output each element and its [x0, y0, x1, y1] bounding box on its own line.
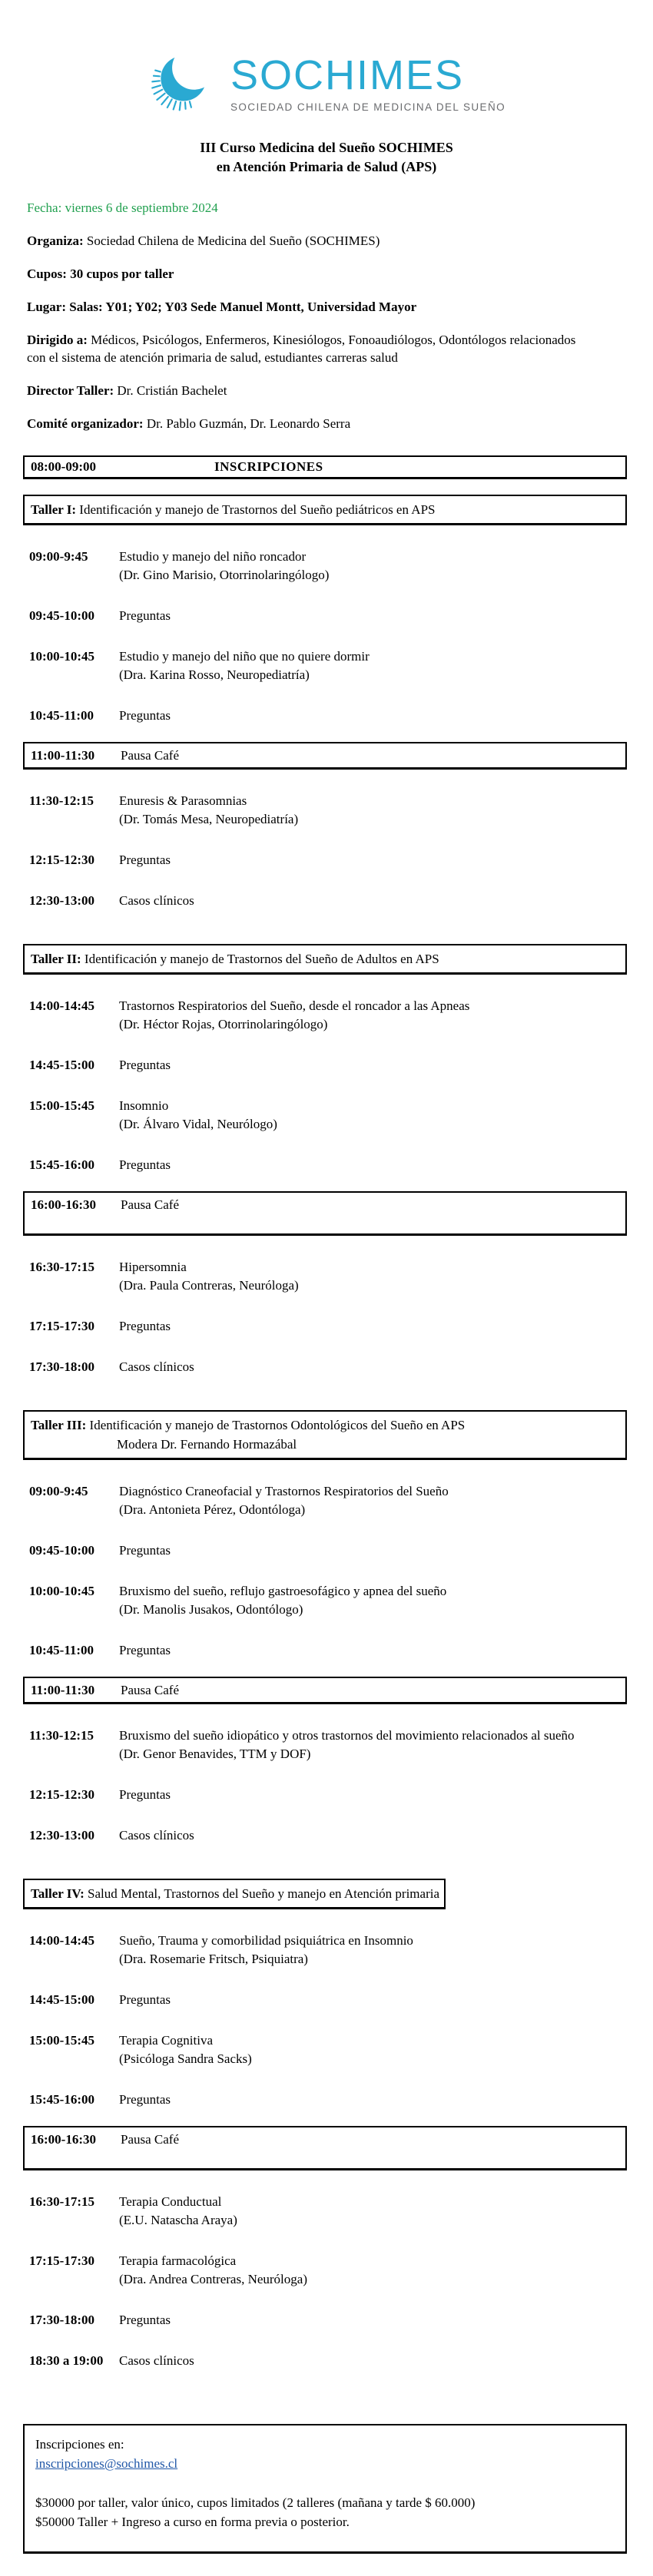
registration-line: Inscripciones en: — [35, 2437, 124, 2452]
session-body — [119, 1482, 630, 1519]
info-label: Dirigido a: — [27, 333, 88, 347]
session-speaker: (Dra. Karina Rosso, Neuropediatría) — [119, 667, 310, 682]
schedule — [0, 455, 653, 2370]
coffee-break-label: Pausa Café — [121, 1682, 180, 1697]
session-speaker: (Dr. Álvaro Vidal, Neurólogo) — [119, 1117, 277, 1131]
registration-email-link[interactable]: inscripciones@sochimes.cl — [35, 2456, 178, 2471]
session-body — [119, 1541, 630, 1560]
session-time: 09:45-10:00 — [29, 608, 94, 623]
session-body — [119, 1991, 630, 2009]
coffee-break-row — [23, 2126, 627, 2170]
session-row — [29, 1258, 630, 1295]
info-text: Dr. Pablo Guzmán, Dr. Leonardo Serra — [143, 416, 351, 431]
coffee-break-time: 16:00-16:30 — [31, 2132, 96, 2147]
session-row — [29, 1358, 630, 1376]
session-body — [119, 851, 630, 869]
session-body — [119, 1358, 630, 1376]
taller-heading-line1 — [31, 1884, 439, 1903]
session-time: 17:30-18:00 — [29, 2313, 94, 2327]
session-speaker: (Dr. Gino Marisio, Otorrinolaringólogo) — [119, 568, 330, 582]
session-row — [29, 2031, 630, 2068]
info-text: Médicos, Psicólogos, Enfermeros, Kinesiólogos, Fonoaudiólogos, Odontólogos relacionados con el sistema de atención primaria de salud, estudiantes carreras salud — [27, 333, 576, 365]
session-row — [29, 851, 630, 869]
session-topic: Preguntas — [119, 1058, 171, 1072]
session-speaker: (Dra. Paula Contreras, Neuróloga) — [119, 1278, 299, 1293]
session-time: 14:45-15:00 — [29, 1058, 94, 1072]
session-body — [119, 1727, 630, 1763]
session-body — [119, 2091, 630, 2109]
price-line-1: $30000 por taller, valor único, cupos limitados (2 talleres (mañana y tarde $ 60.000) — [35, 2495, 476, 2510]
taller-heading-line1 — [31, 500, 619, 519]
session-body — [119, 792, 630, 829]
session-time: 14:00-14:45 — [29, 1933, 94, 1948]
session-topic: Preguntas — [119, 1787, 171, 1802]
taller-heading — [23, 1410, 627, 1460]
info-label: Organiza: — [27, 233, 84, 248]
session-time: 15:00-15:45 — [29, 2033, 94, 2048]
session-body — [119, 707, 630, 725]
session-row — [29, 1991, 630, 2009]
session-speaker: (Psicóloga Sandra Sacks) — [119, 2051, 252, 2066]
session-row — [29, 647, 630, 684]
taller-heading-line1 — [31, 1415, 619, 1435]
inscriptions-banner — [23, 455, 627, 479]
coffee-break-time: 11:00-11:30 — [31, 747, 95, 763]
session-row — [29, 707, 630, 725]
coffee-break-label: Pausa Café — [121, 747, 180, 763]
session-topic: Preguntas — [119, 1643, 171, 1657]
brand-tagline: SOCIEDAD CHILENA DE MEDICINA DEL SUEÑO — [230, 101, 506, 113]
info-label: Lugar: Salas: Y01; Y02; Y03 Sede Manuel Montt, Universidad Mayor — [27, 300, 417, 314]
session-time: 12:15-12:30 — [29, 853, 94, 867]
session-row — [29, 607, 630, 625]
session-row — [29, 1056, 630, 1074]
session-time: 12:30-13:00 — [29, 1828, 94, 1843]
course-title — [0, 138, 653, 177]
info-label: Cupos: 30 cupos por taller — [27, 267, 174, 281]
session-speaker: (Dr. Genor Benavides, TTM y DOF) — [119, 1747, 311, 1761]
session-topic: Estudio y manejo del niño roncador — [119, 549, 307, 564]
session-row — [29, 892, 630, 910]
coffee-break-time: 11:00-11:30 — [31, 1682, 95, 1697]
taller-heading — [23, 1879, 446, 1909]
session-time: 16:30-17:15 — [29, 1260, 94, 1274]
session-body — [119, 2031, 630, 2068]
session-topic: Terapia farmacológica — [119, 2253, 237, 2268]
session-time: 10:00-10:45 — [29, 649, 94, 664]
session-row — [29, 792, 630, 829]
session-topic: Preguntas — [119, 2092, 171, 2107]
info-label: Comité organizador: — [27, 416, 144, 431]
session-speaker: (Dr. Héctor Rojas, Otorrinolaringólogo) — [119, 1017, 328, 1031]
session-topic: Bruxismo del sueño idiopático y otros trastornos del movimiento relacionados al sueño — [119, 1728, 575, 1743]
session-body — [119, 2352, 630, 2370]
session-row — [29, 1317, 630, 1336]
info-row — [27, 382, 592, 399]
session-row — [29, 2252, 630, 2289]
course-title-line2: en Atención Primaria de Salud (APS) — [216, 159, 437, 174]
session-body — [119, 1786, 630, 1804]
session-time: 09:45-10:00 — [29, 1543, 94, 1558]
session-topic: Casos clínicos — [119, 893, 194, 908]
session-topic: Casos clínicos — [119, 1359, 194, 1374]
session-body — [119, 1258, 630, 1295]
coffee-break-label: Pausa Café — [121, 2132, 180, 2147]
session-topic: Preguntas — [119, 2313, 171, 2327]
session-time: 11:30-12:15 — [29, 793, 94, 808]
session-time: 17:30-18:00 — [29, 1359, 94, 1374]
price-line-2: $50000 Taller + Ingreso a curso en forma previa o posterior. — [35, 2515, 350, 2529]
session-topic: Preguntas — [119, 1992, 171, 2007]
session-row — [29, 1156, 630, 1174]
session-topic: Terapia Conductual — [119, 2194, 222, 2209]
info-text: Sociedad Chilena de Medicina del Sueño (SOCHIMES) — [83, 233, 380, 248]
session-time: 12:30-13:00 — [29, 893, 94, 908]
session-row — [29, 2311, 630, 2329]
session-row — [29, 2352, 630, 2370]
taller-label: Taller II: — [31, 952, 81, 966]
taller-label: Taller I: — [31, 502, 77, 517]
info-row — [27, 415, 592, 432]
session-row — [29, 2091, 630, 2109]
coffee-break-row — [23, 1677, 627, 1704]
session-time: 14:45-15:00 — [29, 1992, 94, 2007]
taller-label: Taller III: — [31, 1418, 87, 1432]
session-speaker: (Dr. Tomás Mesa, Neuropediatría) — [119, 812, 299, 826]
session-row — [29, 1541, 630, 1560]
session-time: 15:45-16:00 — [29, 1157, 94, 1172]
session-body — [119, 607, 630, 625]
coffee-break-row — [23, 742, 627, 770]
session-time: 10:00-10:45 — [29, 1584, 94, 1598]
taller-heading — [23, 495, 627, 525]
session-topic: Preguntas — [119, 1319, 171, 1333]
session-body — [119, 647, 630, 684]
session-topic: Preguntas — [119, 1157, 171, 1172]
session-row — [29, 1786, 630, 1804]
info-text: Dr. Cristián Bachelet — [114, 383, 227, 398]
session-body — [119, 2193, 630, 2230]
info-rows — [27, 232, 630, 432]
session-topic: Terapia Cognitiva — [119, 2033, 214, 2048]
session-time: 17:15-17:30 — [29, 1319, 94, 1333]
session-body — [119, 2252, 630, 2289]
session-body — [119, 1582, 630, 1619]
logo-text — [230, 52, 506, 113]
session-time: 10:45-11:00 — [29, 1643, 94, 1657]
session-speaker: (Dra. Antonieta Pérez, Odontóloga) — [119, 1502, 306, 1517]
session-topic: Preguntas — [119, 708, 171, 723]
info-row — [27, 331, 592, 366]
session-speaker: (Dr. Manolis Jusakos, Odontólogo) — [119, 1602, 303, 1617]
session-body — [119, 548, 630, 584]
session-row — [29, 548, 630, 584]
sochimes-logo — [0, 41, 653, 126]
coffee-break-time: 16:00-16:30 — [31, 1197, 96, 1212]
info-label: Director Taller: — [27, 383, 114, 398]
session-time: 11:30-12:15 — [29, 1728, 94, 1743]
taller-heading — [23, 944, 627, 975]
session-topic: Casos clínicos — [119, 1828, 194, 1843]
brand-name: SOCHIMES — [230, 52, 465, 98]
session-topic: Enuresis & Parasomnias — [119, 793, 247, 808]
session-row — [29, 1727, 630, 1763]
registration-box — [23, 2424, 627, 2554]
taller-label: Taller IV: — [31, 1886, 85, 1901]
session-body — [119, 1641, 630, 1660]
session-topic: Casos clínicos — [119, 2353, 194, 2368]
session-time: 15:45-16:00 — [29, 2092, 94, 2107]
session-time: 14:00-14:45 — [29, 998, 94, 1013]
course-title-line1: III Curso Medicina del Sueño SOCHIMES — [200, 140, 453, 155]
taller-moderator: Modera Dr. Fernando Hormazábal — [117, 1437, 297, 1452]
coffee-break-row — [23, 1191, 627, 1236]
session-row — [29, 1826, 630, 1845]
session-body — [119, 892, 630, 910]
coffee-break-label: Pausa Café — [121, 1197, 180, 1212]
taller-title: Identificación y manejo de Trastornos Odontológicos del Sueño en APS — [86, 1418, 466, 1432]
taller-title: Salud Mental, Trastornos del Sueño y manejo en Atención primaria — [84, 1886, 440, 1901]
banner-time: 08:00-09:00 — [31, 459, 96, 474]
session-topic: Trastornos Respiratorios del Sueño, desde el roncador a las Apneas — [119, 998, 470, 1013]
session-topic: Hipersomnia — [119, 1260, 187, 1274]
session-time: 16:30-17:15 — [29, 2194, 94, 2209]
session-body — [119, 1156, 630, 1174]
session-topic: Sueño, Trauma y comorbilidad psiquiátrica en Insomnio — [119, 1933, 413, 1948]
session-row — [29, 1097, 630, 1134]
session-topic: Estudio y manejo del niño que no quiere dormir — [119, 649, 370, 664]
session-time: 18:30 a 19:00 — [29, 2353, 104, 2368]
session-topic: Preguntas — [119, 608, 171, 623]
session-body — [119, 1317, 630, 1336]
session-topic: Preguntas — [119, 853, 171, 867]
session-body — [119, 1056, 630, 1074]
session-body — [119, 1097, 630, 1134]
taller-title: Identificación y manejo de Trastornos del Sueño pediátricos en APS — [76, 502, 436, 517]
banner-label: INSCRIPCIONES — [214, 459, 323, 474]
session-time: 12:15-12:30 — [29, 1787, 94, 1802]
session-time: 09:00-9:45 — [29, 549, 88, 564]
session-topic: Insomnio — [119, 1098, 169, 1113]
session-topic: Preguntas — [119, 1543, 171, 1558]
info-row — [27, 265, 592, 283]
session-topic: Diagnóstico Craneofacial y Trastornos Respiratorios del Sueño — [119, 1484, 449, 1498]
session-body — [119, 2311, 630, 2329]
session-row — [29, 1641, 630, 1660]
taller-heading-line1 — [31, 949, 619, 968]
crescent-moon-with-lashes-icon — [148, 41, 227, 126]
session-time: 10:45-11:00 — [29, 708, 94, 723]
session-body — [119, 1932, 630, 1968]
info-row — [27, 298, 592, 316]
course-date: Fecha: viernes 6 de septiembre 2024 — [27, 200, 218, 215]
session-time: 15:00-15:45 — [29, 1098, 94, 1113]
session-row — [29, 1932, 630, 1968]
session-time: 09:00-9:45 — [29, 1484, 88, 1498]
taller-title: Identificación y manejo de Trastornos del Sueño de Adultos en APS — [81, 952, 439, 966]
session-row — [29, 2193, 630, 2230]
session-speaker: (Dra. Andrea Contreras, Neuróloga) — [119, 2272, 307, 2286]
session-row — [29, 1482, 630, 1519]
session-body — [119, 1826, 630, 1845]
session-speaker: (E.U. Natascha Araya) — [119, 2213, 237, 2227]
session-speaker: (Dra. Rosemarie Fritsch, Psiquiatra) — [119, 1952, 308, 1966]
info-row — [27, 232, 592, 250]
session-time: 17:15-17:30 — [29, 2253, 94, 2268]
session-row — [29, 997, 630, 1034]
session-body — [119, 997, 630, 1034]
session-row — [29, 1582, 630, 1619]
session-topic: Bruxismo del sueño, reflujo gastroesofágico y apnea del sueño — [119, 1584, 447, 1598]
